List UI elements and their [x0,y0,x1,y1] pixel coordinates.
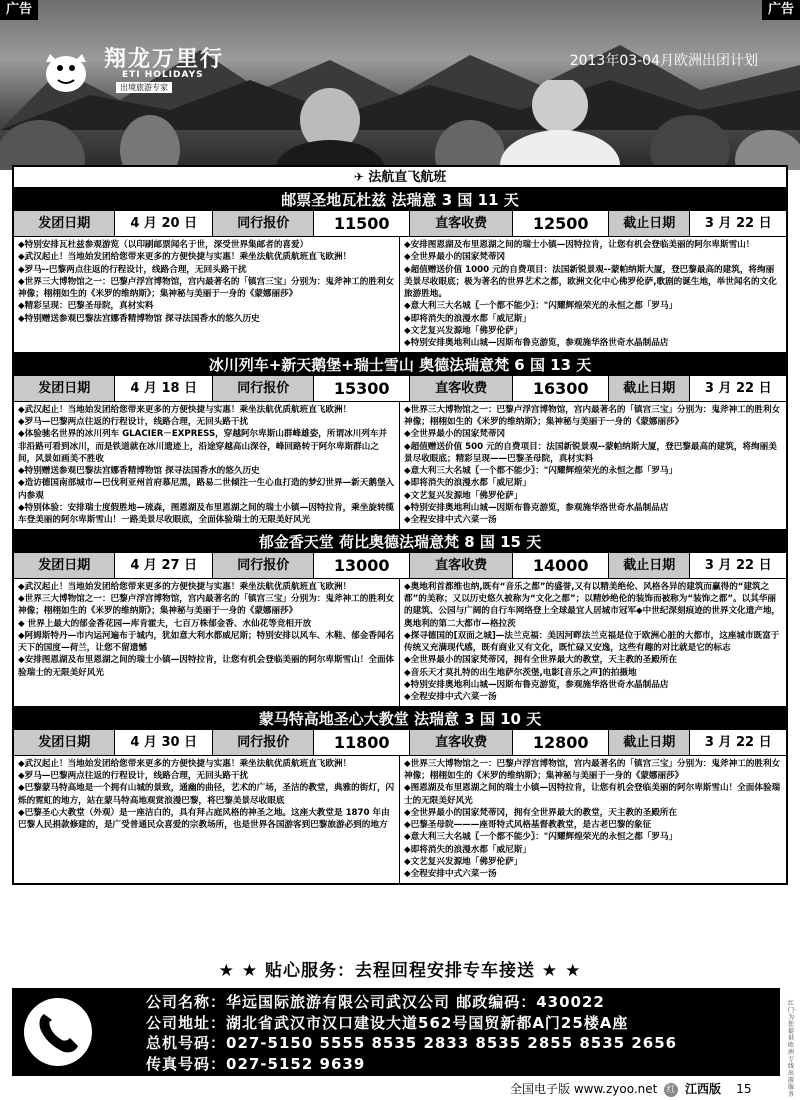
route-info-row [14,553,786,579]
detail-item: ◆即将消失的浪漫水都「威尼斯」 [404,313,531,324]
detail-item: ◆巴黎蒙马特高地是一个拥有山城的景致，通幽的曲径，艺术的广场，圣洁的教堂，典雅的街灯，闪烁的霓虹的地方，站在蒙马特高地观赏浪漫巴黎，将巴黎美景尽收眼底 [18,783,395,806]
detail-item: ◆世界三大博物馆之一：巴黎卢浮宫博物馆，宫内最著名的「镇宫三宝」分别为：鬼斧神工的胜利女神像；栩栩如生的《米罗的维纳斯》；集神秘与美丽于一身的《蒙娜丽莎》 [404,758,781,781]
route-block [14,354,786,531]
footer-logo-icon: 红 [664,1083,678,1097]
flight-bar-label: 法航直飞航班 [368,170,447,185]
detail-item: ◆全程安排中式六菜一汤 [404,515,497,526]
detail-item: ◆武汉起止！当地始发团给您带来更多的方便快捷与实惠！乘坐法航优质航班直飞欧洲！ [18,404,352,415]
detail-item: ◆安排图恩湖及布里恩湖之间的瑞士小镇—因特拉肯，让您有机会登临美丽的阿尔卑斯雪山！ [404,240,755,250]
depart-date-label: 发团日期 [14,730,115,755]
detail-item: ◆世界三大博物馆之一：巴黎卢浮宫博物馆，宫内最著名的「镇宫三宝」分别为：鬼斧神工的胜利女神像；栩栩如生的《米罗的维纳斯》；集神秘与美丽于一身的《蒙娜丽莎》 [404,404,781,427]
detail-item: ◆罗马--巴黎两点往返的行程设计，线路合理，无回头路干扰 [18,264,247,275]
detail-item: ◆文艺复兴发源地「佛罗伦萨」 [404,856,523,867]
detail-item: ◆世界三大博物馆之一：巴黎卢浮宫博物馆，宫内最著名的「镇宫三宝」分别为：鬼斧神工的胜利女神像；栩栩如生的《米罗的维纳斯》；集神秘与美丽于一身的《蒙娜丽莎》 [18,593,395,617]
detail-item: ◆全程安排中式六菜一汤 [404,869,497,880]
route-details-right [400,402,786,529]
flight-bar [14,167,786,189]
detail-item: ◆意大利三大名城〖一个都不能少〗："闪耀辉煌荣光的永恒之都「罗马」 [404,466,678,477]
depart-date-label: 发团日期 [14,553,115,578]
detail-item: ◆安排图恩湖及布里恩湖之间的瑞士小镇—因特拉肯，让您有机会登临美丽的阿尔卑斯雪山！全面体验瑞士的无限美好风光 [18,655,395,678]
detail-item: ◆武汉起止！当地始发团给您带来更多的方便快捷与实惠！乘坐法航优质航班直飞欧洲！ [18,581,352,592]
route-title: 郁金香天堂 荷比奥德法瑞意梵 8 国 15 天 [14,531,786,553]
detail-item: ◆世界三大博物馆之一：巴黎卢浮宫博物馆，宫内最著名的「镇宫三宝」分别为：鬼斧神工的胜利女神像；栩栩如生的《米罗的维纳斯》；集神秘与美丽于一身的《蒙娜丽莎》 [18,276,395,300]
main-phone-line: 总机号码：027-5150 5555 8535 2833 8535 2855 8535 2656 [146,1034,678,1052]
direct-price-value: 14000 [513,553,609,578]
detail-item: ◆全世界最小的国家梵蒂冈 [404,429,506,440]
route-details-left [14,237,400,352]
telephone-icon [24,998,92,1066]
route-details-right [400,237,786,352]
route-title: 邮票圣地瓦杜兹 法瑞意 3 国 11 天 [14,189,786,211]
peer-price-value: 13000 [314,553,410,578]
page-number: 15 [736,1082,752,1096]
service-banner: ★ ★ 贴心服务：去程回程安排专车接送 ★ ★ [218,961,582,981]
detail-item: ◆文艺复兴发源地「佛罗伦萨」 [404,490,523,501]
detail-item: ◆特别体验：安排瑞士度假胜地—琉森，图恩湖及布里恩湖之间的瑞士小镇—因特拉肯，乘坐旋转缆车登美丽的阿尔卑斯雪山！一路美景尽收眼底，全面体验瑞士的无限美好风光 [18,503,395,526]
route-details-left [14,756,400,883]
detail-item: ◆全世界最小的国家梵蒂冈，拥有全世界最大的教堂，天主教的圣殿所在 [404,807,678,818]
brand-tagline: 出境旅游专家 [116,82,172,93]
deadline-label: 截止日期 [609,553,691,578]
direct-price-value: 12500 [513,211,609,236]
route-info-row [14,376,786,402]
footer-site[interactable]: 全国电子版 www.zyoo.net [510,1082,658,1096]
detail-item: ◆特别赠送参观巴黎法宫娜香精博物馆 探寻法国香水的悠久历史 [18,466,260,477]
depart-date-label: 发团日期 [14,211,115,236]
detail-item: ◆巴黎圣母院———座哥特式风格基督教教堂，是古老巴黎的象征 [404,820,652,831]
hero-banner [0,0,800,170]
detail-item: ◆意大利三大名城〖一个都不能少〗："闪耀辉煌荣光的永恒之都「罗马」 [404,301,678,312]
peer-price-value: 11500 [314,211,410,236]
detail-item: ◆罗马—巴黎两点往返的行程设计，线路合理，无回头路干扰 [18,770,249,781]
detail-item: ◆精彩呈现：巴黎圣母院，真材实料 [18,301,154,312]
peer-price-label: 同行报价 [213,376,314,401]
deadline-value: 3 月 22 日 [704,557,772,573]
direct-price-label: 直客收费 [410,553,513,578]
detail-item: ◆图恩湖及布里恩湖之间的瑞士小镇—因特拉肯，让您有机会登临美丽的阿尔卑斯雪山！全面体验瑞士的无限美好风光 [404,783,781,806]
fax-line: 传真号码：027-5152 9639 [146,1054,366,1073]
detail-item: ◆即将消失的浪漫水都「威尼斯」 [404,478,531,489]
brand-name-cn: 翔龙万里行 [104,46,225,72]
route-details [14,579,786,706]
company-name-line: 公司名称：华远国际旅游有限公司武汉公司 邮政编码：430022 [146,993,605,1011]
detail-item: ◆超值赠送价值 1000 元的自费项目：法国新锐景观--蒙帕纳斯大厦，登巴黎最高的建筑，将绚丽美景尽收眼底；极为著名的世界艺术之都，欧洲文化中心佛罗伦萨,歌剧的诞生地，举世闻名的文化旅游胜地。 [404,264,777,300]
peer-price-label: 同行报价 [213,553,314,578]
detail-item: ◆造访德国南部城市—巴伐利亚州首府慕尼黑，路易二世倾注一生心血打造的梦幻世界—新天鹅堡入内参观 [18,478,395,501]
direct-price-value: 12800 [513,730,609,755]
deadline-value: 3 月 22 日 [704,380,772,396]
detail-item: ◆ 世界上最大的郁金香花园—库肯霍夫，七百万株郁金香、水仙花等竞相开放 [18,618,312,629]
detail-item: ◆特别安排奥地利山城—因斯布鲁克游览，参观施华洛世奇水晶制品店 [404,680,669,691]
footer-edition: 江西版 [685,1082,722,1096]
peer-price-label: 同行报价 [213,730,314,755]
detail-item: ◆全世界最小的国家梵蒂冈，拥有全世界最大的教堂，天主教的圣殿所在 [404,655,678,666]
depart-date-value: 4 月 20 日 [115,211,213,236]
detail-item: ◆武汉起止！当地始发团给您带来更多的方便快捷与实惠！乘坐法航优质航班直飞欧洲！ [18,252,352,263]
depart-date-value: 4 月 18 日 [115,376,213,401]
airplane-icon: ✈ [353,170,364,184]
route-details-right [400,756,786,883]
detail-item: ◆武汉起止！当地始发团给您带来更多的方便快捷与实惠！乘坐法航优质航班直飞欧洲！ [18,758,352,769]
route-block [14,708,786,883]
detail-item: ◆特别安排奥地利山城—因斯布鲁克游览，参观施华洛世奇水晶制品店 [404,338,669,349]
deadline-label: 截止日期 [609,376,691,401]
direct-price-label: 直客收费 [410,376,513,401]
detail-item: ◆罗马—巴黎两点往返的行程设计，线路合理，无回头路干扰 [18,416,249,427]
detail-item: ◆特别安排瓦杜兹参观游览（以印刷邮票闻名于世，深受世界集邮者的喜爱） [18,240,309,250]
detail-item: ◆特别安排奥地利山城—因斯布鲁克游览，参观施华洛世奇水晶制品店 [404,503,669,514]
route-details-right [400,579,786,706]
brand-logo [40,40,280,96]
detail-item: ◆音乐天才莫扎特的出生地萨尔茨堡,电影[音乐之声]的拍摄地 [404,667,637,678]
peer-price-value: 15300 [314,376,410,401]
route-block [14,531,786,708]
direct-price-label: 直客收费 [410,211,513,236]
contact-box [12,988,780,1076]
route-title: 冰川列车+新天鹅堡+瑞士雪山 奥德法瑞意梵 6 国 13 天 [14,354,786,376]
detail-item: ◆意大利三大名城〖一个都不能少〗："闪耀辉煌荣光的永恒之都「罗马」 [404,832,678,843]
detail-item: ◆全世界最小的国家梵蒂冈 [404,252,506,263]
detail-item: ◆巴黎圣心大教堂（外观）是一座洁白的，具有拜占庭风格的神圣之地。这座大教堂是 1870 年由巴黎人民捐款修建的，是广受普通民众喜爱的宗教场所，也是世界各国游客到巴黎旅游必到的地方 [18,807,390,831]
route-details-left [14,579,400,706]
plan-title: 2013年03-04月欧洲出团计划 [569,53,758,69]
detail-item: ◆阿姆斯特丹—市内运河遍布于城内，犹如意大利水都威尼斯；特别安排以风车、木鞋、郁金香闻名天下的国度—荷兰，让您不留遗憾 [18,630,395,654]
route-title: 蒙马特高地圣心大教堂 法瑞意 3 国 10 天 [14,708,786,730]
depart-date-value: 4 月 30 日 [115,730,213,755]
direct-price-label: 直客收费 [410,730,513,755]
detail-item: ◆探寻德国的[双面之城]—法兰克福：美因河畔法兰克福是位于欧洲心脏的大都市，这座城市既富于传统又充满现代感，既有商业又有文化，既忙碌又安逸，这些有趣的对比就是它的标志 [404,630,780,654]
deadline-value: 3 月 22 日 [704,734,772,750]
side-note: 红门·为您提供欧洲专线出游服务 [788,1000,796,1098]
ad-label-left: 广告 [0,0,38,20]
depart-date-value: 4 月 27 日 [115,553,213,578]
company-address-line: 公司地址：湖北省武汉市汉口建设大道562号国贸新都A门25楼A座 [146,1013,629,1032]
ad-label-right: 广告 [762,0,800,20]
route-block [14,189,786,354]
deadline-label: 截止日期 [609,211,691,236]
detail-item: ◆全程安排中式六菜一汤 [404,692,497,703]
dragon-mascot-icon [40,40,92,96]
route-details [14,756,786,883]
route-info-row [14,730,786,756]
deadline-label: 截止日期 [609,730,691,755]
detail-item: ◆特别赠送参观巴黎法宫娜香精博物馆 探寻法国香水的悠久历史 [18,313,260,324]
detail-item: ◆超值赠送价值 500 元的自费项目：法国新锐景观--蒙帕纳斯大厦，登巴黎最高的建筑，将绚丽美景尽收眼底；精彩呈现——巴黎圣母院，真材实料 [404,441,777,464]
detail-item: ◆即将消失的浪漫水都「威尼斯」 [404,844,531,855]
brand-name-en: ETI HOLIDAYS [122,70,204,80]
depart-date-label: 发团日期 [14,376,115,401]
route-info-row [14,211,786,237]
phone-badge [24,998,92,1066]
peer-price-value: 11800 [314,730,410,755]
itinerary-table [12,165,788,885]
deadline-value: 3 月 22 日 [704,216,772,231]
detail-item: ◆文艺复兴发源地「佛罗伦萨」 [404,326,523,337]
route-details-left [14,402,400,529]
direct-price-value: 16300 [513,376,609,401]
detail-item: ◆体验驰名世界的冰川列车 GLACIER－EXPRESS，穿越阿尔卑斯山群峰雄姿，所谓冰川列车并非沿路可看到冰川，而是铁道就在冰川遗迹上，沿途穿越高山深谷，峰回路转于阿尔卑斯群山之间，风景如画美不胜收 [18,429,388,464]
detail-item: ◆奥地利首都维也纳,既有“音乐之都”的盛誉,又有以精美绝伦、风格各异的建筑而赢得的“建筑之都”的美称；又以历史悠久被称为“文化之都”；以精妙绝伦的装饰而被称为“装饰之都”。以其华丽的建筑、公园与广阔的自行车网络登上全球最宜人居城市冠军◆中世纪深刻痕迹的世界文化遗产地，奥地利的第二大都市—格拉茨 [404,581,781,629]
page-footer [510,1080,752,1097]
route-details [14,402,786,529]
peer-price-label: 同行报价 [213,211,314,236]
route-details [14,237,786,352]
